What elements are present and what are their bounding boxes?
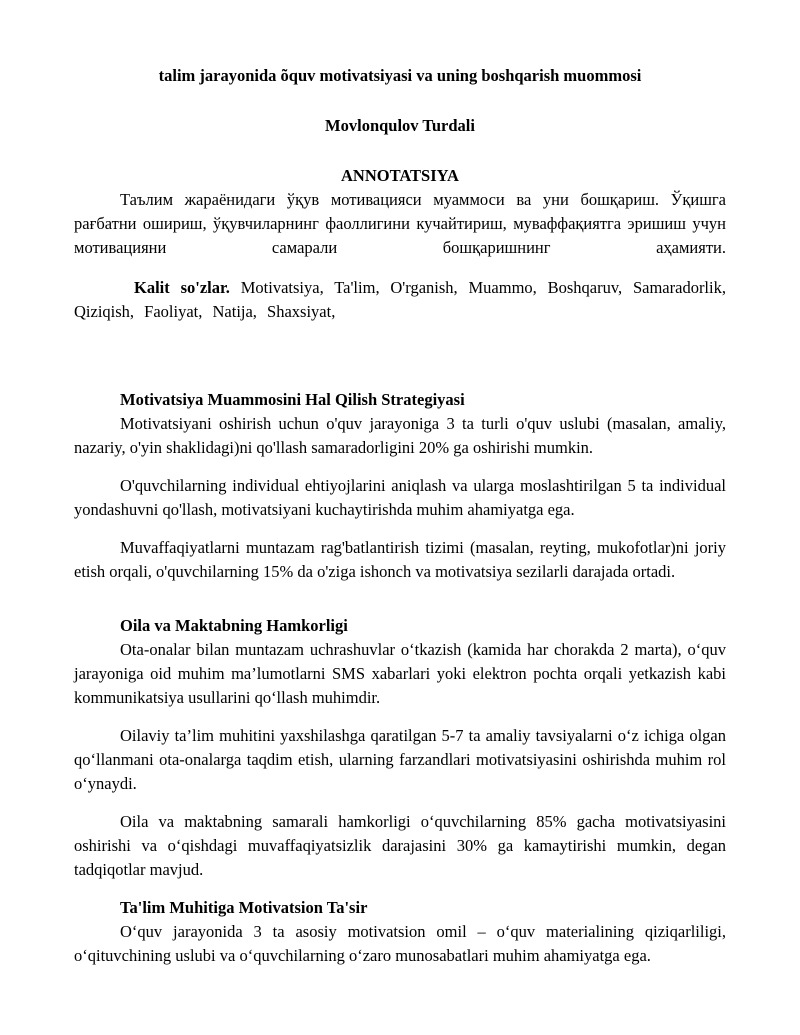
section-heading: Ta'lim Muhitiga Motivatsion Ta'sir — [120, 898, 368, 917]
document-title: talim jarayonida õquv motivatsiyasi va uning boshqarish muommosi — [158, 66, 642, 85]
document-author: Movlonqulov Turdali — [325, 116, 475, 135]
section-paragraph: O'quvchilarning individual ehtiyojlarini aniqlash va ularga moslashtirilgan 5 ta individual yondashuvni qo'llash, motivatsiyani kuchaytirishda muhim ahamiyatga ega. — [74, 476, 726, 519]
section-paragraph: Oilaviy ta’lim muhitini yaxshilashga qaratilgan 5-7 ta amaliy tavsiyalarni o‘z ichiga olgan qo‘llanmani ota-onalarga taqdim etish, ularning farzandlari motivatsiyasini oshirishda muhim rol o‘ynaydi. — [74, 726, 726, 793]
section-heading: Oila va Maktabning Hamkorligi — [120, 616, 348, 635]
document-page — [74, 64, 726, 968]
section-paragraph: Muvaffaqiyatlarni muntazam rag'batlantirish tizimi (masalan, reyting, mukofotlar)ni joriy etish orqali, o'quvchilarning 15% da o'ziga ishonch va motivatsiya sezilarli darajada ortadi. — [74, 538, 726, 581]
section-paragraph: O‘quv jarayonida 3 ta asosiy motivatsion omil – o‘quv materialining qiziqarliligi, o‘qituvchining uslubi va o‘quvchilarning o‘zaro munosabatlari muhim ahamiyatga ega. — [74, 922, 726, 965]
section-paragraph: Ota-onalar bilan muntazam uchrashuvlar o‘tkazish (kamida har chorakda 2 marta), o‘quv jarayoniga oid muhim ma’lumotlarni SMS xabarlari yoki elektron pochta orqali yetkazish kabi kommunikatsiya usullarini qo‘llash muhimdir. — [74, 640, 726, 707]
keywords-label: Kalit so'zlar. — [134, 278, 230, 297]
annotation-heading: ANNOTATSIYA — [341, 166, 459, 185]
section-heading: Motivatsiya Muammosini Hal Qilish Strategiyasi — [120, 390, 465, 409]
keywords-text: Motivatsiya, Ta'lim, O'rganish, Muammo, Boshqaruv, Samaradorlik, Qiziqish, Faoliyat, Natija, Shaxsiyat, — [74, 278, 726, 321]
annotation-text: Таълим жараёнидаги ўқув мотивацияси муаммоси ва уни бошқариш. Ўқишга рағбатни ошириш, ўқувчиларнинг фаоллигини кучайтириш, муваффақиятга эришиш учун мотивацияни самарали бошқаришнинг аҳамияти. — [74, 190, 726, 257]
section-paragraph: Motivatsiyani oshirish uchun o'quv jarayoniga 3 ta turli o'quv uslubi (masalan, amaliy, nazariy, o'yin shaklidagi)ni qo'llash samaradorligini 20% ga oshirishi mumkin. — [74, 414, 726, 457]
section-paragraph: Oila va maktabning samarali hamkorligi o‘quvchilarning 85% gacha motivatsiyasini oshirishi va o‘qishdagi muvaffaqiyatsizlik darajasini 30% ga kamaytirishi mumkin, degan tadqiqotlar mavjud. — [74, 812, 726, 879]
keywords-paragraph — [74, 276, 726, 324]
